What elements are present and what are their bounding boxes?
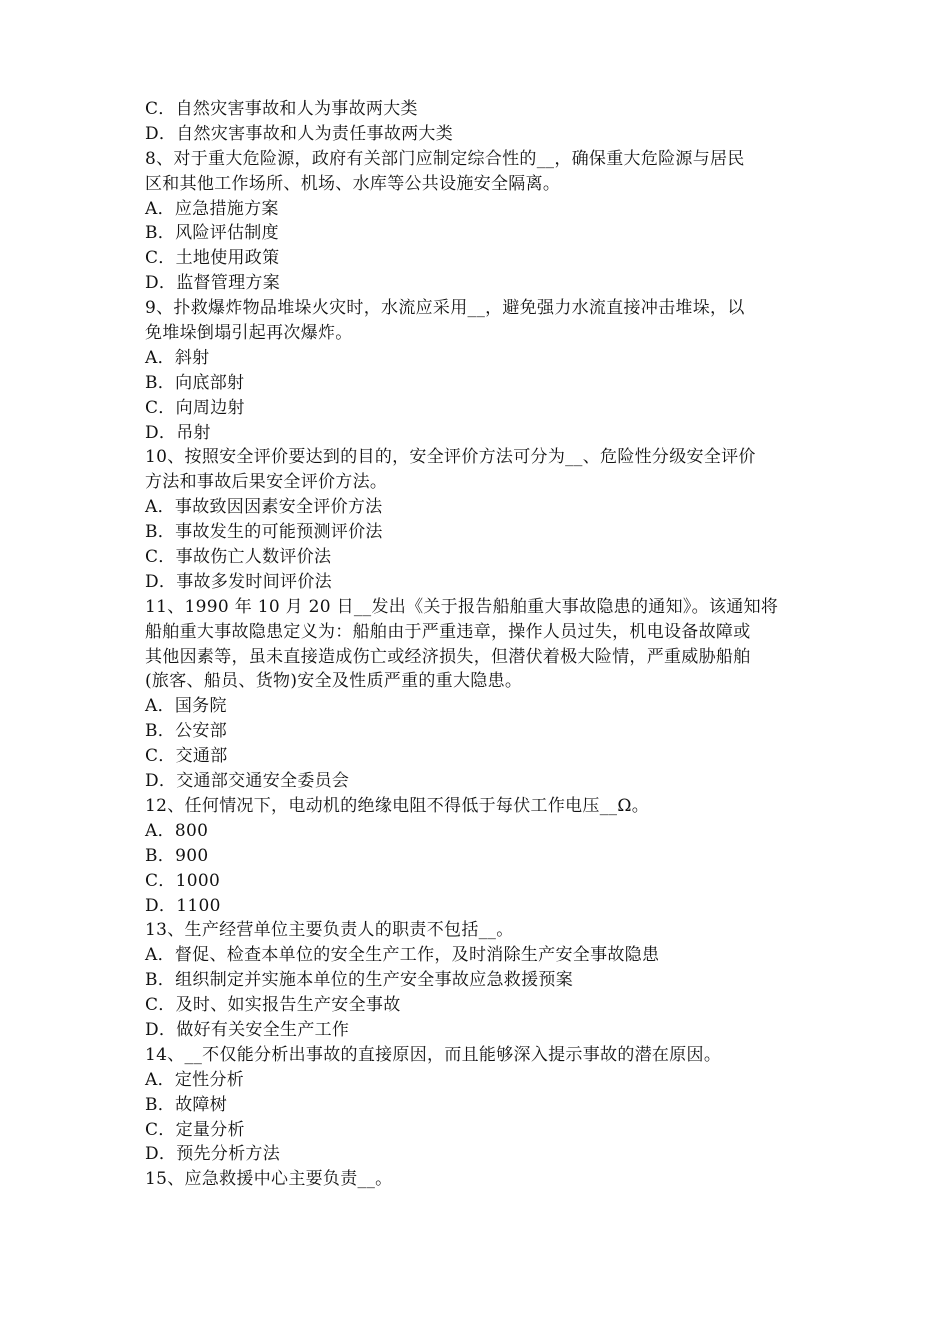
text-line: 区和其他工作场所、机场、水库等公共设施安全隔离。 [145, 173, 561, 194]
answer-option: B．900 [145, 845, 209, 866]
question-text: 14、__不仅能分析出事故的直接原因，而且能够深入提示事故的潜在原因。 [145, 1044, 722, 1065]
answer-option: A．斜射 [145, 347, 210, 368]
answer-option: B．风险评估制度 [145, 223, 279, 244]
answer-option: B．故障树 [145, 1094, 227, 1115]
answer-option: C．土地使用政策 [145, 248, 280, 269]
answer-option: D．吊射 [145, 422, 211, 443]
answer-option: D．做好有关安全生产工作 [145, 1019, 350, 1040]
question-text: 9、扑救爆炸物品堆垛火灾时，水流应采用__，避免强力水流直接冲击堆垛，以 [145, 298, 745, 319]
answer-option: B．事故发生的可能预测评价法 [145, 522, 383, 543]
answer-option: B．公安部 [145, 721, 227, 742]
text-line: 免堆垛倒塌引起再次爆炸。 [145, 323, 353, 344]
answer-option: C．及时、如实报告生产安全事故 [145, 995, 401, 1016]
answer-option: D．事故多发时间评价法 [145, 571, 332, 592]
answer-option: A．督促、检查本单位的安全生产工作，及时消除生产安全事故隐患 [145, 945, 660, 966]
answer-option: D．交通部交通安全委员会 [145, 771, 350, 792]
answer-option: C．事故伤亡人数评价法 [145, 547, 332, 568]
answer-option: A．国务院 [145, 696, 227, 717]
answer-option: C．交通部 [145, 746, 228, 767]
answer-option: A．800 [145, 820, 209, 841]
answer-option: A．应急措施方案 [145, 198, 279, 219]
question-text: 13、生产经营单位主要负责人的职责不包括__。 [145, 920, 514, 941]
text-line: (旅客、船员、货物)安全及性质严重的重大隐患。 [145, 671, 523, 692]
answer-option: B．向底部射 [145, 372, 245, 393]
document-body [145, 97, 815, 1192]
text-line: 船舶重大事故隐患定义为：船舶由于严重违章，操作人员过失，机电设备故障或 [145, 621, 751, 642]
text-line: 方法和事故后果安全评价方法。 [145, 472, 388, 493]
text-line: 其他因素等，虽未直接造成伤亡或经济损失，但潜伏着极大险情，严重威胁船舶 [145, 646, 751, 667]
answer-option: D．预先分析方法 [145, 1144, 281, 1165]
answer-option: C．向周边射 [145, 397, 245, 418]
answer-option: D．监督管理方案 [145, 273, 281, 294]
question-text: 10、按照安全评价要达到的目的，安全评价方法可分为__、危险性分级安全评价 [145, 447, 756, 468]
answer-option: B．组织制定并实施本单位的生产安全事故应急救援预案 [145, 970, 573, 991]
question-text: 15、应急救援中心主要负责__。 [145, 1169, 393, 1190]
answer-option: C．自然灾害事故和人为事故两大类 [145, 99, 418, 119]
answer-option: C．定量分析 [145, 1119, 245, 1140]
question-text: 8、对于重大危险源，政府有关部门应制定综合性的__，确保重大危险源与居民 [145, 148, 745, 169]
answer-option: A．定性分析 [145, 1069, 245, 1090]
answer-option: D．自然灾害事故和人为责任事故两大类 [145, 123, 454, 144]
question-text: 12、任何情况下，电动机的绝缘电阻不得低于每伏工作电压__Ω。 [145, 795, 650, 816]
answer-option: C．1000 [145, 870, 221, 891]
answer-option: A．事故致因因素安全评价方法 [145, 497, 383, 518]
answer-option: D．1100 [145, 895, 221, 916]
question-text: 11、1990 年 10 月 20 日__发出《关于报告船舶重大事故隐患的通知》。该通知将 [145, 596, 779, 617]
